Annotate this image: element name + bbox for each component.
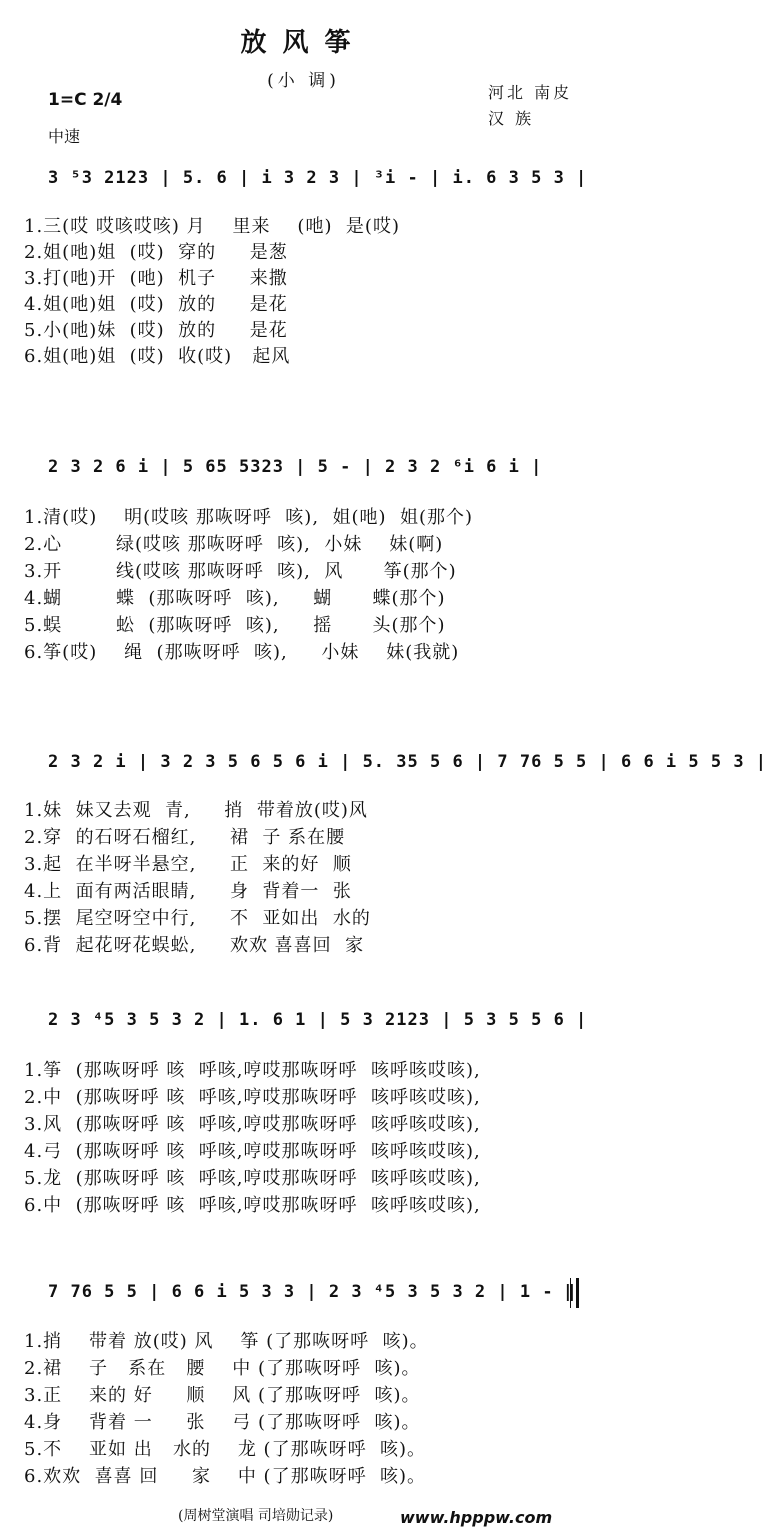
lyric-line: 6.背 起花呀花蜈蚣, 欢欢 喜喜回 家: [24, 935, 365, 956]
lyric-line: 6.中 (那咴呀呼 咳 呼咳,哼哎那咴呀呼 咳呼咳哎咳),: [24, 1195, 481, 1216]
final-barline: [570, 1278, 579, 1308]
watermark-url: www.hpppw.com: [400, 1508, 553, 1527]
lyric-line: 4.身 背着 一 张 弓 (了那咴呀呼 咳)。: [24, 1412, 421, 1433]
lyric-line: 4.弓 (那咴呀呼 咳 呼咳,哼哎那咴呀呼 咳呼咳哎咳),: [24, 1141, 481, 1162]
lyric-line: 5.小(吔)妹 (哎) 放的 是花: [24, 320, 288, 341]
lyric-line: 6.筝(哎) 绳 (那咴呀呼 咳), 小妹 妹(我就): [24, 642, 460, 663]
lyric-line: 5.龙 (那咴呀呼 咳 呼咳,哼哎那咴呀呼 咳呼咳哎咳),: [24, 1168, 481, 1189]
lyric-line: 3.开 线(哎咳 那咴呀呼 咳), 风 筝(那个): [24, 561, 457, 582]
lyric-line: 5.不 亚如 出 水的 龙 (了那咴呀呼 咳)。: [24, 1439, 427, 1460]
notation-line: 7 76 5 5 | 6 6 i 5 3 3 | 2 3 ⁴5 3 5 3 2 | 1 - ‖: [48, 1282, 577, 1302]
lyric-line: 3.打(吔)开 (吔) 机子 来撒: [24, 268, 288, 289]
lyric-line: 6.姐(吔)姐 (哎) 收(哎) 起风: [24, 346, 291, 367]
lyric-line: 2.裙 子 系在 腰 中 (了那咴呀呼 咳)。: [24, 1358, 421, 1379]
lyric-line: 2.姐(吔)姐 (哎) 穿的 是葱: [24, 242, 288, 263]
lyric-line: 5.蜈 蚣 (那咴呀呼 咳), 摇 头(那个): [24, 615, 446, 636]
lyric-line: 4.姐(吔)姐 (哎) 放的 是花: [24, 294, 288, 315]
lyric-line: 3.风 (那咴呀呼 咳 呼咳,哼哎那咴呀呼 咳呼咳哎咳),: [24, 1114, 481, 1135]
tempo-marking: 中速: [48, 127, 81, 146]
lyric-line: 3.正 来的 好 顺 风 (了那咴呀呼 咳)。: [24, 1385, 421, 1406]
lyric-line: 1.清(哎) 明(哎咳 那咴呀呼 咳), 姐(吔) 姐(那个): [24, 507, 474, 528]
lyric-line: 5.摆 尾空呀空中行, 不 亚如出 水的: [24, 908, 371, 929]
performer-credit: (周树堂演唱 司培勋记录): [178, 1508, 334, 1524]
notation-line: 2 3 ⁴5 3 5 3 2 | 1. 6 1 | 5 3 2123 | 5 3 5 5 6 |: [48, 1010, 588, 1030]
region-ethnicity: 汉 族: [488, 109, 535, 128]
song-title: 放风筝: [240, 28, 367, 58]
notation-line: 3 ⁵3 2123 | 5. 6 | i 3 2 3 | ³i - | i. 6 3 5 3 |: [48, 168, 588, 188]
lyric-line: 2.中 (那咴呀呼 咳 呼咳,哼哎那咴呀呼 咳呼咳哎咳),: [24, 1087, 481, 1108]
lyric-line: 2.穿 的石呀石榴红, 裙 子 系在腰: [24, 827, 346, 848]
region-province: 河北 南皮: [488, 83, 573, 102]
lyric-line: 1.捎 带着 放(哎) 风 筝 (了那咴呀呼 咳)。: [24, 1331, 429, 1352]
lyric-line: 4.蝴 蝶 (那咴呀呼 咳), 蝴 蝶(那个): [24, 588, 446, 609]
lyric-line: 3.起 在半呀半悬空, 正 来的好 顺: [24, 854, 352, 875]
lyric-line: 6.欢欢 喜喜 回 家 中 (了那咴呀呼 咳)。: [24, 1466, 427, 1487]
notation-line: 2 3 2 i | 3 2 3 5 6 5 6 i | 5. 35 5 6 | 7 76 5 5 | 6 6 i 5 5 3 |: [48, 752, 767, 772]
lyric-line: 1.三(哎 哎咳哎咳) 月 里来 (吔) 是(哎): [24, 216, 400, 237]
song-subtitle: (小 调): [267, 71, 340, 91]
lyric-line: 1.妹 妹又去观 青, 捎 带着放(哎)风: [24, 800, 368, 821]
notation-line: 2 3 2 6 i | 5 65 5323 | 5 - | 2 3 2 ⁶i 6 i |: [48, 457, 543, 477]
lyric-line: 4.上 面有两活眼睛, 身 背着一 张: [24, 881, 352, 902]
lyric-line: 2.心 绿(哎咳 那咴呀呼 咳), 小妹 妹(啊): [24, 534, 444, 555]
lyric-line: 1.筝 (那咴呀呼 咳 呼咳,哼哎那咴呀呼 咳呼咳哎咳),: [24, 1060, 481, 1081]
key-signature: 1=C 2/4: [48, 90, 123, 110]
